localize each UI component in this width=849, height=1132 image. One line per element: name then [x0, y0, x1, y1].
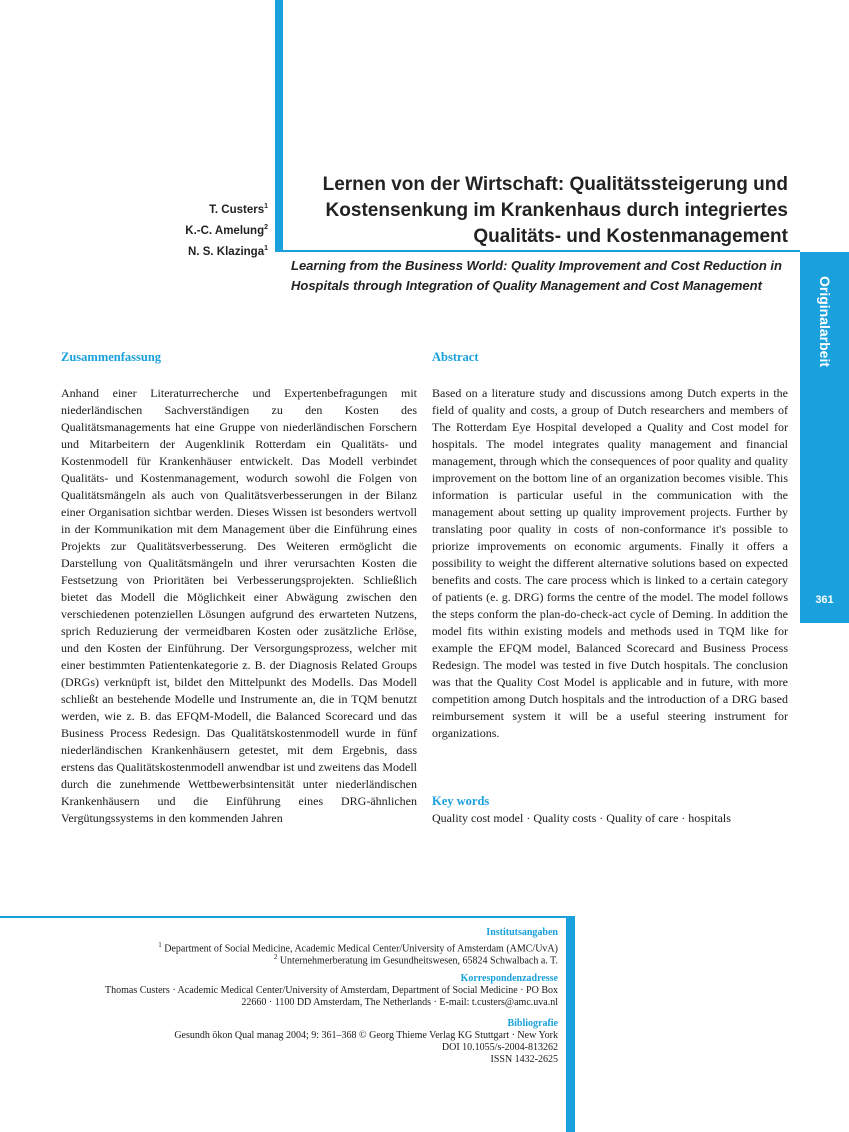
- german-abstract-heading: Zusammenfassung: [61, 350, 162, 364]
- institute-heading: Institutsangaben: [486, 927, 558, 938]
- bibliography-line: ISSN 1432-2625: [490, 1054, 558, 1065]
- institute-line: $^2$ Unternehmerberatung im Gesundheitswesen, 65824 Schwalbach a. T.: [273, 953, 558, 967]
- correspondence-line: Thomas Custers · Academic Medical Center/University of Amsterdam, Department of Social Medicine · PO Box: [105, 985, 558, 996]
- german-abstract-body: Anhand einer Literaturrecherche und Expertenbefragungen mit niederländischen Sachverständigen zu den Kosten des Qualitätsmanagements hat eine Gruppe von niederländischen Forschern und Mitarbeitern der Augenklinik Rotterdam ein Qualitäts- und Kostenmodell für Krankenhäuser entwickelt. Das Modell verbindet Qualitäts- und Kostenmanagement, wodurch sowohl die Folgen von Qualitätsmängeln als auch von Qualitätsverbesserungen in der Bilanz einer Organisation sichtbar werden. Dieses Wissen ist besonders wertvoll in der Kommunikation mit dem Management über die Einführung eines Projekts zur Qualitätsverbesserung. Des Weiteren ermöglicht die Darstellung von Qualitätsmängeln und ihrer verursachten Kosten die Festsetzung von Prioritäten bei Verbesserungsprojekten. Schließlich bietet das Modell die Möglichkeit einer Abwägung zwischen den verschiedenen potenziellen Lösungen aufgrund des erwarteten Nutzens, sprich Reduzierung der vermeidbaren Kosten oder zusätzliche Erlöse, und den Kosten der Einführung. Der Versorgungsprozess, welcher mit einer bestimmten Patientenkategorie z. B. der Diagnosis Related Groups (DRGs) verknüpft ist, bildet den Mittelpunkt des Modells. Das Modell schließt an bestehende Modelle und Instrumente an, die in TQM benutzt werden, wie z. B. das EFQM-Modell, die Balanced Scorecard und das Business Process Redesign. Das Qualitätskostenmodell wurde in fünf niederländischen Krankenhäusern getestet, mit dem Ergebnis, dass erstens das Qualitätskostenmodell anwendbar ist und zweitens das Modell durch die zunehmende Wettbewerbsintensität unter niederländischen Krankenhäusern und die Einführung eines DRG-ähnlichen Vergütungssystems in den kommenden Jahren: [61, 386, 417, 825]
- author: N. S. Klazinga$^1$: [188, 244, 268, 258]
- institute-line: $^1$ Department of Social Medicine, Academic Medical Center/University of Amsterdam (AMC/UvA): [158, 941, 558, 955]
- keywords-heading: Key words: [432, 794, 490, 808]
- footer-rule: [0, 916, 575, 918]
- footer-accent-bar: [566, 916, 575, 1132]
- bibliography-heading: Bibliografie: [507, 1018, 558, 1029]
- author: T. Custers$^1$: [209, 203, 268, 216]
- correspondence-line: 22660 · 1100 DD Amsterdam, The Netherlands · E-mail: t.custers@amc.uva.nl: [241, 997, 558, 1008]
- english-abstract-body: Based on a literature study and discussions among Dutch experts in the field of quality and costs, a group of Dutch researchers and members of The Rotterdam Eye Hospital developed a Quality and Cost model for hospitals. The model integrates quality management and financial management, through which the consequences of poor quality and quality improvement on the bottom line of an organization becomes visible. This information is particular useful in the communication with the management about setting up quality improvement projects. Further by translating poor quality in costs of non-conformance it's possible to priorize improvements on economic arguments. Finally it offers a possibility to weight the different alternative solutions based on expected benefits and costs. The care process which is linked to a certain category of patients (e. g. DRG) forms the centre of the model. The model follows the steps conform the plan-do-check-act cycle of Deming. In addition the model fits within existing models and methods used in TQM like for example the EFQM model, Balanced Scorecard and Business Process Redesign. The model was tested in five Dutch hospitals. The conclusion was that the Quality Cost Model is applicable and in future, with more competition among Dutch hospitals and the introduction of a DRG based reimbursement system it will be a useful steering instrument for organizations.: [432, 386, 788, 740]
- accent-bar-top: [275, 0, 283, 252]
- bibliography-line: Gesundh ökon Qual manag 2004; 9: 361–368 © Georg Thieme Verlag KG Stuttgart · New York: [174, 1030, 558, 1041]
- correspondence-heading: Korrespondenzadresse: [460, 973, 558, 984]
- article-title: Lernen von der Wirtschaft: Qualitätssteigerung und Kostensenkung im Krankenhaus durch integriertes Qualitäts- und Kostenmanagement: [322, 174, 788, 247]
- bibliography-line: DOI 10.1055/s-2004-813262: [441, 1042, 558, 1053]
- title-rule: [275, 250, 800, 252]
- article-subtitle: Learning from the Business World: Quality Improvement and Cost Reduction in Hospitals through Integration of Quality Management and Cost Management: [291, 258, 782, 293]
- page-number: 361: [815, 594, 834, 606]
- author-list: [120, 198, 268, 260]
- keywords-text: Quality cost model · Quality costs · Quality of care · hospitals: [432, 811, 731, 825]
- section-tab: [800, 252, 849, 623]
- section-tab-label: Originalarbeit: [817, 276, 833, 368]
- english-abstract-heading: Abstract: [432, 350, 479, 364]
- author: K.-C. Amelung$^2$: [185, 223, 268, 237]
